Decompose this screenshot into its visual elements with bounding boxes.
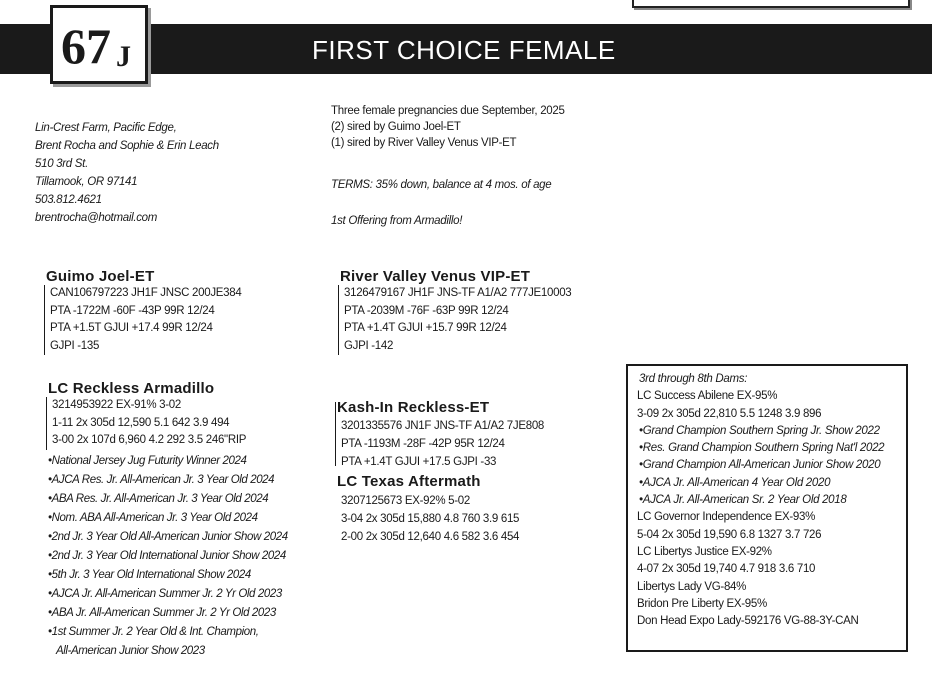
- honor-item: •Nom. ABA All-American Jr. 3 Year Old 2024: [48, 512, 258, 524]
- stat-line: 3214953922 EX-91% 3-02: [52, 399, 181, 411]
- lot-suffix: J: [116, 40, 131, 73]
- page-title: FIRST CHOICE FEMALE: [312, 35, 616, 65]
- sire-guimo-stats: [44, 285, 241, 355]
- stat-line: 3201335576 JN1F JNS-TF A1/A2 7JE808: [341, 420, 545, 432]
- dam-record-line: LC Success Abilene EX-95%: [637, 390, 778, 403]
- consignor-info: [35, 119, 219, 227]
- kash-in-rule: [335, 402, 336, 466]
- consignor-line: Brent Rocha and Sophie & Erin Leach: [35, 140, 219, 152]
- stat-line: PTA +1.4T GJUI +17.5 GJPI -33: [341, 456, 497, 468]
- dam-armadillo-stats: [46, 397, 246, 450]
- honor-item: •AJCA Res. Jr. All-American Jr. 3 Year Old 2024: [48, 474, 275, 486]
- dam-honor-item: •AJCA Jr. All-American 4 Year Old 2020: [639, 476, 831, 489]
- consignor-line: 503.812.4621: [35, 194, 102, 206]
- honor-item: •2nd Jr. 3 Year Old All-American Junior Show 2024: [48, 531, 288, 543]
- offering-line: Three female pregnancies due September, 2025: [331, 105, 565, 117]
- stat-line: PTA +1.5T GJUI +17.4 99R 12/24: [50, 322, 213, 334]
- dams-heading: 3rd through 8th Dams:: [639, 373, 748, 385]
- honor-item: •National Jersey Jug Futurity Winner 2024: [48, 455, 247, 467]
- dam-texas-name: LC Texas Aftermath: [337, 473, 481, 490]
- honor-item: •ABA Jr. All-American Summer Jr. 2 Yr Old 2023: [48, 607, 276, 619]
- dam-record-line: 5-04 2x 305d 19,590 6.8 1327 3.7 726: [637, 528, 822, 541]
- stat-line: 3-04 2x 305d 15,880 4.8 760 3.9 615: [341, 513, 520, 525]
- dam-record-line: LC Governor Independence EX-93%: [637, 511, 816, 524]
- stat-line: PTA -1193M -28F -42P 95R 12/24: [341, 438, 505, 450]
- stat-line: GJPI -142: [344, 339, 394, 352]
- dam-record-line: Bridon Pre Liberty EX-95%: [637, 597, 767, 610]
- sire-river-valley-stats: [338, 285, 571, 355]
- consignor-email: brentrocha@hotmail.com: [35, 212, 158, 224]
- honor-item: •5th Jr. 3 Year Old International Show 2024: [48, 569, 251, 581]
- offering-line: (1) sired by River Valley Venus VIP-ET: [331, 137, 517, 149]
- stat-line: 3207125673 EX-92% 5-02: [341, 495, 470, 507]
- stat-line: PTA -1722M -60F -43P 99R 12/24: [50, 304, 215, 317]
- offering-terms: TERMS: 35% down, balance at 4 mos. of age: [331, 179, 552, 191]
- dam-honor-item: •AJCA Jr. All-American Sr. 2 Year Old 2018: [639, 494, 847, 507]
- dam-record-line: Libertys Lady VG-84%: [637, 580, 747, 593]
- consignor-line: Tillamook, OR 97141: [35, 176, 138, 188]
- stat-line: PTA -2039M -76F -63P 99R 12/24: [344, 304, 509, 317]
- offering-description: [331, 103, 565, 151]
- honor-item: •ABA Res. Jr. All-American Jr. 3 Year Old 2024: [48, 493, 269, 505]
- sire-river-valley-name: River Valley Venus VIP-ET: [340, 268, 531, 285]
- honor-item: •AJCA Jr. All-American Summer Jr. 2 Yr Old 2023: [48, 588, 282, 600]
- dam-record-line: Don Head Expo Lady-592176 VG-88-3Y-CAN: [637, 615, 859, 628]
- consignor-line: Lin-Crest Farm, Pacific Edge,: [35, 122, 177, 134]
- dam-record-line: 3-09 2x 305d 22,810 5.5 1248 3.9 896: [637, 407, 822, 420]
- armadillo-honors: [48, 452, 288, 661]
- lot-number-box: [50, 5, 148, 84]
- stat-line: 1-11 2x 305d 12,590 5.1 642 3.9 494: [52, 416, 230, 429]
- dam-honor-item: •Res. Grand Champion Southern Spring Nat'l 2022: [639, 442, 885, 455]
- dam-texas-stats: [341, 492, 519, 546]
- dam-honor-item: •Grand Champion Southern Spring Jr. Show 2022: [639, 424, 880, 437]
- dam-honor-item: •Grand Champion All-American Junior Show 2020: [639, 459, 881, 472]
- stat-line: 2-00 2x 305d 12,640 4.6 582 3.6 454: [341, 531, 520, 543]
- offering-note: 1st Offering from Armadillo!: [331, 215, 463, 227]
- dam-armadillo-name: LC Reckless Armadillo: [48, 380, 215, 397]
- honor-item: All-American Junior Show 2023: [48, 645, 205, 657]
- stat-line: PTA +1.4T GJUI +15.7 99R 12/24: [344, 322, 507, 334]
- dam-record-line: LC Libertys Justice EX-92%: [637, 545, 772, 558]
- honor-item: •2nd Jr. 3 Year Old International Junior Show 2024: [48, 550, 286, 562]
- stat-line: 3-00 2x 107d 6,960 4.2 292 3.5 246"RIP: [52, 434, 247, 446]
- stat-line: 3126479167 JH1F JNS-TF A1/A2 777JE10003: [344, 287, 572, 299]
- sire-kash-in-stats: [341, 417, 544, 471]
- lot-number: 67: [61, 18, 111, 74]
- top-right-frame: [632, 0, 910, 8]
- stat-line: GJPI -135: [50, 339, 100, 352]
- dams-pedigree-box: [626, 364, 908, 652]
- sire-guimo-name: Guimo Joel-ET: [46, 268, 155, 285]
- stat-line: CAN106797223 JH1F JNSC 200JE384: [50, 287, 242, 299]
- dam-record-line: 4-07 2x 305d 19,740 4.7 918 3.6 710: [637, 563, 816, 576]
- honor-item: •1st Summer Jr. 2 Year Old & Int. Champion,: [48, 626, 259, 638]
- sire-kash-in-name: Kash-In Reckless-ET: [337, 399, 490, 416]
- offering-line: (2) sired by Guimo Joel-ET: [331, 121, 461, 133]
- consignor-line: 510 3rd St.: [35, 158, 88, 170]
